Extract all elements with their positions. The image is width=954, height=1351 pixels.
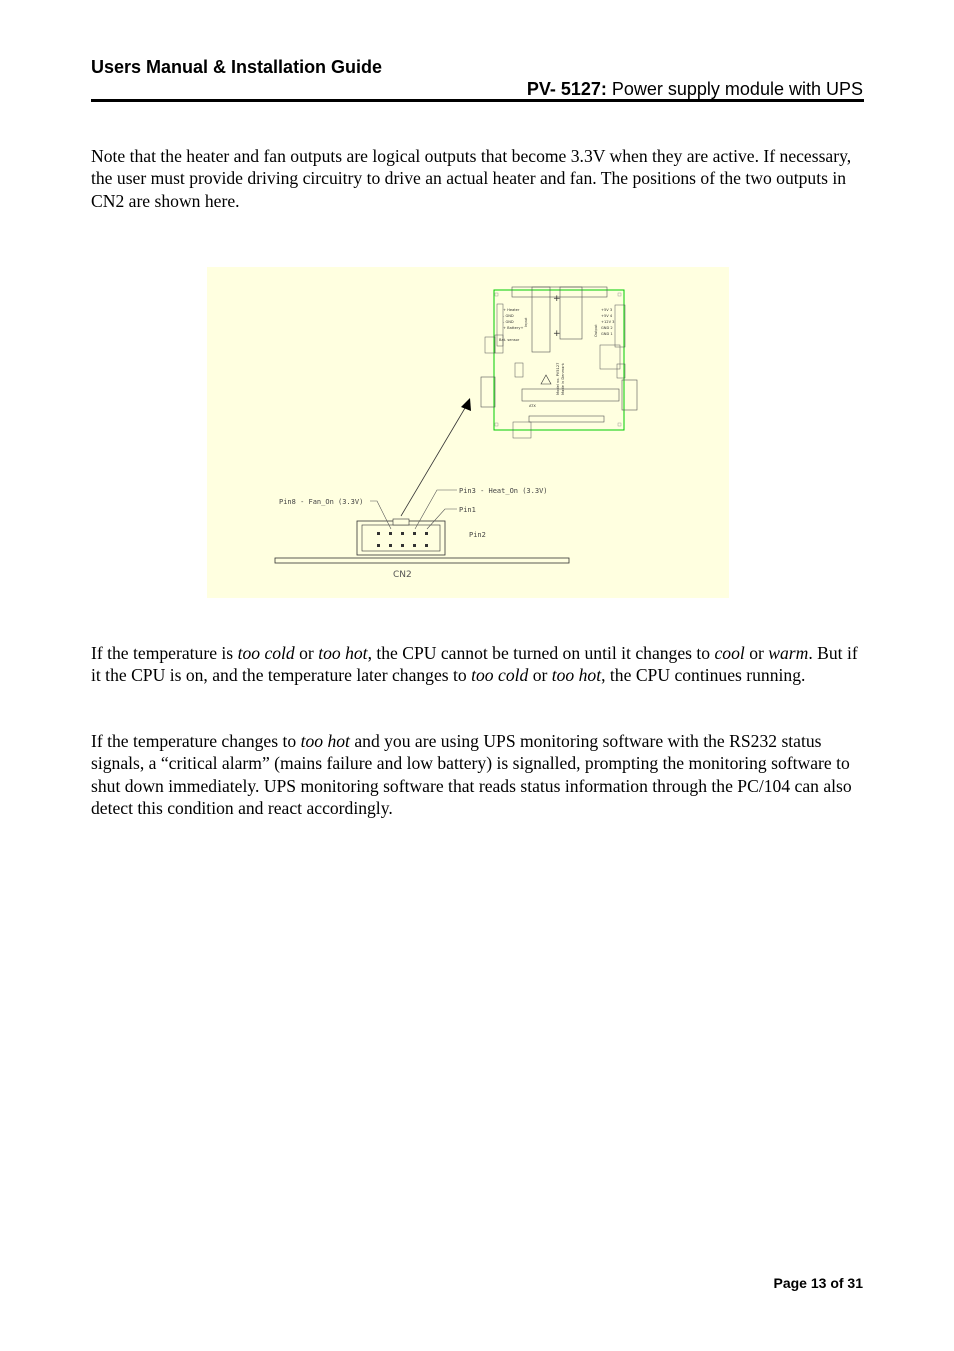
header-rule bbox=[91, 99, 864, 102]
pin3-label: Pin3 - Heat_On (3.3V) bbox=[459, 487, 548, 495]
body-text: If the temperature changes to bbox=[91, 731, 301, 751]
board-right-label: GND 2 bbox=[601, 326, 613, 330]
body-text: , the CPU cannot be turned on until it changes to bbox=[367, 643, 715, 663]
cn2-pins bbox=[377, 532, 428, 547]
svg-text:+: + bbox=[553, 294, 561, 304]
pin3-leader bbox=[415, 490, 457, 529]
cn2-pinout-figure bbox=[207, 267, 729, 598]
board-made-label: Made in Denmark bbox=[561, 363, 565, 395]
board-left-label: Bat. sensor bbox=[499, 338, 520, 342]
pin1-label: Pin1 bbox=[459, 506, 476, 514]
board-left-label: - GND bbox=[503, 320, 514, 324]
pointer-arrow-line bbox=[401, 403, 468, 516]
output-capacitor bbox=[560, 287, 582, 339]
cn2-key bbox=[393, 519, 409, 525]
cn2-connector-outer bbox=[357, 521, 445, 555]
emphasis-text: too hot bbox=[551, 665, 602, 686]
body-text: or bbox=[528, 665, 552, 686]
pin8-label: Pin8 - Fan_On (3.3V) bbox=[279, 498, 364, 506]
header-title: Users Manual & Installation Guide bbox=[91, 57, 383, 77]
body-text: . But if it the CPU is on, and the temperature later changes to bbox=[91, 643, 858, 686]
body-text: , the CPU continues running. bbox=[601, 665, 806, 686]
cn2-diagram bbox=[207, 267, 729, 598]
board-right-label: +5V 4 bbox=[601, 314, 613, 318]
board-left-label: + Battery+ bbox=[503, 326, 524, 330]
board-right-label: +5V 3 bbox=[601, 308, 613, 312]
board-atx-label: ATX bbox=[529, 404, 536, 408]
emphasis-text: warm bbox=[768, 643, 809, 663]
board-left-label: + Heater bbox=[503, 308, 520, 312]
pcb-board-drawing bbox=[481, 287, 637, 438]
board-input-label: Input bbox=[524, 317, 528, 327]
emphasis-text: cool bbox=[714, 643, 745, 663]
body-text: and you are using UPS monitoring software with the RS232 status signals, a “critical alarm” (mains failure and low battery) is signalled, prompting the monitoring software to shut down immediately. UPS monitoring software that reads status information through the PC/104 can also detect this condition and react accordingly. bbox=[91, 731, 852, 818]
pin1-leader bbox=[427, 509, 457, 529]
body-text: or bbox=[744, 643, 769, 663]
page-number: Page 13 of 31 bbox=[773, 1275, 863, 1291]
emphasis-text: too hot bbox=[318, 643, 368, 663]
pin2-label: Pin2 bbox=[469, 531, 486, 539]
paragraph-temperature-startup bbox=[91, 642, 866, 687]
board-left-label: - GND bbox=[503, 314, 514, 318]
body-text: or bbox=[294, 643, 319, 663]
board-output-label: Output bbox=[594, 324, 598, 337]
emphasis-text: too cold bbox=[471, 665, 529, 686]
board-right-label: +12V 3 bbox=[601, 320, 615, 324]
paragraph-too-hot-alarm bbox=[91, 730, 866, 819]
paragraph-outputs-note: Note that the heater and fan outputs are logical outputs that become 3.3V when they are active. If necessary, the user must provide driving circuitry to drive an actual heater and fan. The positions of the two outputs in CN2 are shown here. bbox=[91, 146, 852, 211]
emphasis-text: too hot bbox=[300, 731, 350, 751]
pcb-edge bbox=[275, 558, 569, 563]
connector-label: CN2 bbox=[393, 570, 412, 580]
product-code: PV- 5127: bbox=[526, 79, 607, 99]
emphasis-text: too cold bbox=[237, 643, 295, 663]
board-model-label: Model no. PV5127 bbox=[556, 362, 560, 395]
cn2-connector-inner bbox=[362, 525, 440, 551]
board-right-label: GND 1 bbox=[601, 332, 613, 336]
pointer-arrow-head bbox=[461, 398, 471, 411]
svg-text:+: + bbox=[553, 329, 561, 339]
product-description: Power supply module with UPS bbox=[606, 79, 863, 99]
body-text: If the temperature is bbox=[91, 643, 238, 663]
header-product bbox=[527, 79, 863, 100]
